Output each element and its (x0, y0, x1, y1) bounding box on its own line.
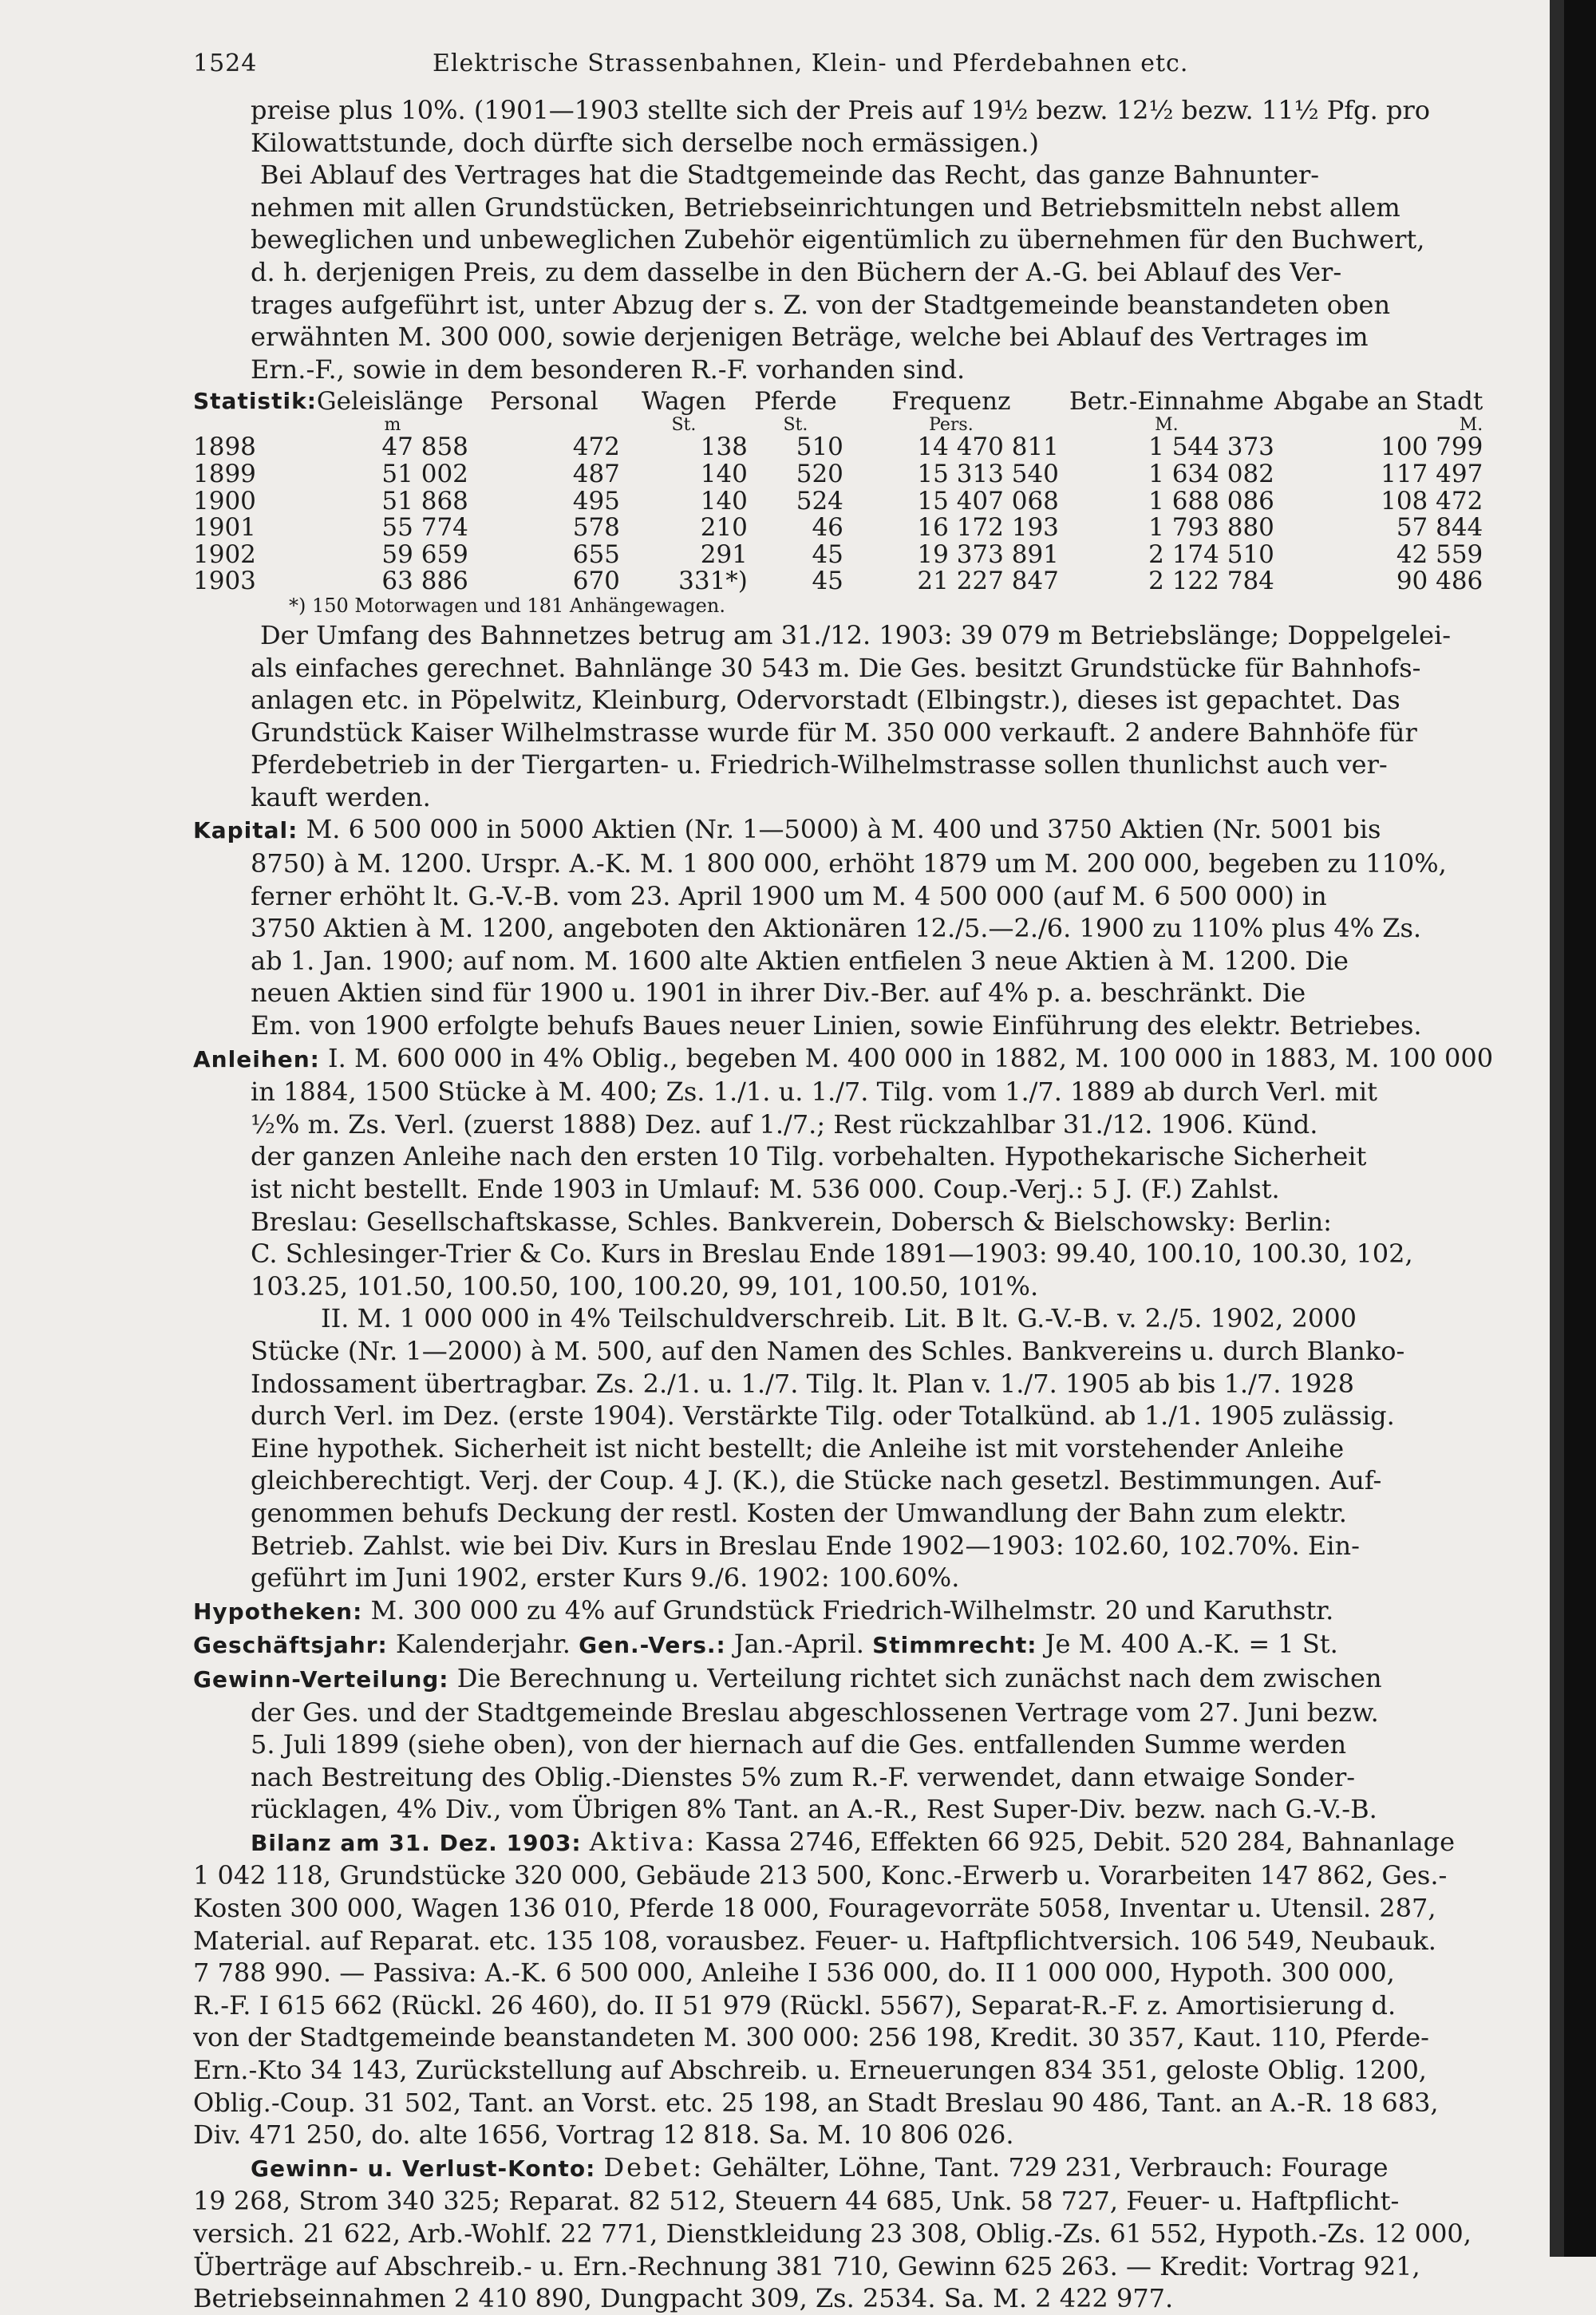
text-line: Indossament übertragbar. Zs. 2./1. u. 1./7. Tilg. lt. Plan v. 1./7. 1905 ab bis 1./7. 1928 (251, 1368, 1355, 1399)
anleihen-label: Anleihen: (193, 1045, 320, 1073)
table-cell: 487 (572, 459, 620, 488)
text-line: Ern.-F., sowie in dem besonderen R.-F. vorhanden sind. (251, 354, 966, 385)
table-row (193, 542, 1483, 569)
table-row (193, 488, 1483, 516)
table-cell: 1 793 880 (1148, 513, 1274, 543)
gen-vers-label: Gen.-Vers.: (579, 1632, 726, 1659)
table-cell: 291 (700, 539, 748, 569)
table-row (193, 434, 1483, 461)
text-line: in 1884, 1500 Stücke à M. 400; Zs. 1./1. u. 1./7. Tilg. vom 1./7. 1889 ab durch Verl. mit (251, 1077, 1377, 1108)
table-cell: 21 227 847 (917, 567, 1059, 596)
kapital-section (193, 813, 1502, 1041)
gewinn-verteilung-label: Gewinn-Verteilung: (193, 1665, 449, 1693)
text-line: Bei Ablauf des Vertrages hat die Stadtgemeinde das Recht, das ganze Bahnunter- (260, 160, 1320, 191)
unit-label: m (384, 415, 401, 436)
year-cell: 1902 (193, 539, 256, 569)
text-line: 8750) à M. 1200. Urspr. A.-K. M. 1 800 000, erhöht 1879 um M. 200 000, begeben zu 110%, (251, 848, 1447, 879)
text-line: 5. Juli 1899 (siehe oben), von der hiernach auf die Ges. entfallenden Summe werden (251, 1729, 1347, 1760)
geschaeftsjahr-label: Geschäftsjahr: (193, 1632, 388, 1659)
text-line: nach Bestreitung des Oblig.-Dienstes 5% zum R.-F. verwendet, dann etwaige Sonder- (251, 1761, 1356, 1792)
debet-label: Debet: (603, 2151, 705, 2183)
umfang-paragraph (193, 619, 1502, 814)
table-cell: 1 634 082 (1148, 459, 1274, 488)
text-line: Pferdebetrieb in der Tiergarten- u. Friedrich-Wilhelmstrasse sollen thunlichst auch ver- (251, 749, 1388, 780)
text-line: trages aufgeführt ist, unter Abzug der s. Z. von der Stadtgemeinde beanstandeten oben (251, 289, 1391, 320)
text-line: ½% m. Zs. Verl. (zuerst 1888) Dez. auf 1./7.; Rest rückzahlbar 31./12. 1906. Künd. (251, 1108, 1318, 1140)
statistik-footnote: *) 150 Motorwagen und 181 Anhängewagen. (289, 594, 725, 617)
guv-label: Gewinn- u. Verlust-Konto: (251, 2155, 596, 2182)
statistik-label: Statistik: (193, 388, 317, 415)
page-content (193, 49, 1502, 2315)
text-line: versich. 21 622, Arb.-Wohlf. 22 771, Dienstkleidung 23 308, Oblig.-Zs. 61 552, Hypoth.-Zs. 12 000, (193, 2218, 1472, 2249)
text-line: Stücke (Nr. 1—2000) à M. 500, auf den Namen des Schles. Bankvereins u. durch Blanko- (251, 1335, 1405, 1366)
text-line: d. h. derjenigen Preis, zu dem dasselbe in den Büchern der A.-G. bei Ablauf des Ver- (251, 256, 1342, 287)
column-header: Pferde (754, 386, 837, 416)
table-cell: 16 172 193 (917, 513, 1059, 543)
text-run: M. 6 500 000 in 5000 Aktien (Nr. 1—5000) à M. 400 und 3750 Aktien (Nr. 5001 bis (298, 814, 1381, 845)
table-row (193, 515, 1483, 542)
unit-label: M. (1459, 415, 1483, 436)
gewinn-verteilung-first-line (193, 1662, 1502, 1697)
text-line: R.-F. I 615 662 (Rückl. 26 460), do. II 51 979 (Rückl. 5567), Separat-R.-F. z. Amortisierung d. (193, 1989, 1396, 2021)
table-row (193, 461, 1483, 488)
text-line: durch Verl. im Dez. (erste 1904). Verstärkte Tilg. oder Totalkünd. ab 1./1. 1905 zulässig. (251, 1400, 1395, 1432)
text-line: Grundstück Kaiser Wilhelmstrasse wurde für M. 350 000 verkauft. 2 andere Bahnhöfe für (251, 717, 1417, 748)
table-cell: 100 799 (1381, 433, 1483, 462)
text-line: Kilowattstunde, doch dürfte sich derselbe noch ermässigen.) (251, 127, 1040, 158)
text-line: genommen behufs Deckung der restl. Kosten der Umwandlung der Bahn zum elektr. (251, 1497, 1347, 1528)
kapital-label: Kapital: (193, 817, 298, 844)
table-cell: 63 886 (381, 567, 468, 596)
running-head: Elektrische Strassenbahnen, Klein- und Pferdebahnen etc. (433, 49, 1189, 77)
table-cell: 14 470 811 (917, 433, 1059, 462)
text-line: ab 1. Jan. 1900; auf nom. M. 1600 alte Aktien entfielen 3 neue Aktien à M. 1200. Die (251, 945, 1349, 976)
table-cell: 2 174 510 (1148, 539, 1274, 569)
text-line: ferner erhöht lt. G.-V.-B. vom 23. April 1900 um M. 4 500 000 (auf M. 6 500 000) in (251, 880, 1327, 911)
table-cell: 51 868 (381, 486, 468, 516)
bilanz-label: Bilanz am 31. Dez. 1903: (251, 1829, 582, 1856)
intro-paragraph (193, 94, 1502, 159)
text-line: neuen Aktien sind für 1900 u. 1901 in ihrer Div.-Ber. auf 4% p. a. beschränkt. Die (251, 978, 1306, 1009)
table-cell: 19 373 891 (917, 539, 1059, 569)
table-cell: 655 (572, 539, 620, 569)
text-line: nehmen mit allen Grundstücken, Betriebseinrichtungen und Betriebsmitteln nebst allem (251, 192, 1400, 223)
text-line: Breslau: Gesellschaftskasse, Schles. Bankverein, Dobersch & Bielschowsky: Berlin: (251, 1206, 1332, 1237)
guv-section (193, 2151, 1502, 2315)
text-line: Eine hypothek. Sicherheit ist nicht bestellt; die Anleihe ist mit vorstehender Anleihe (251, 1432, 1345, 1464)
table-row (193, 568, 1483, 595)
hypotheken-label: Hypotheken: (193, 1598, 363, 1625)
text-line: ist nicht bestellt. Ende 1903 in Umlauf: M. 536 000. Coup.-Verj.: 5 J. (F.) Zahlst. (251, 1174, 1280, 1204)
table-cell: 670 (572, 567, 620, 596)
table-cell: 90 486 (1396, 567, 1483, 596)
column-header: Frequenz (891, 386, 1011, 416)
text-line: geführt im Juni 1902, erster Kurs 9./6. 1902: 100.60%. (251, 1562, 960, 1594)
text-line: Oblig.-Coup. 31 502, Tant. an Vorst. etc. 25 198, an Stadt Breslau 90 486, Tant. an A.-R. 18 683, (193, 2087, 1439, 2118)
text-line: 103.25, 101.50, 100.50, 100, 100.20, 99, 101, 100.50, 101%. (251, 1270, 1039, 1302)
geschaeftsjahr-line (193, 1628, 1502, 1662)
table-cell: 472 (572, 433, 620, 462)
text-line: rücklagen, 4% Div., vom Übrigen 8% Tant. an A.-R., Rest Super-Div. bezw. nach G.-V.-B. (251, 1794, 1377, 1825)
statistik-table (193, 385, 1483, 595)
anleihen-first-line (193, 1042, 1502, 1077)
table-cell: 520 (796, 459, 843, 488)
text-line: 3750 Aktien à M. 1200, angeboten den Aktionären 12./5.—2./6. 1900 zu 110% plus 4% Zs. (251, 913, 1422, 944)
text-line: Überträge auf Abschreib.- u. Ern.-Rechnung 381 710, Gewinn 625 263. — Kredit: Vortrag 921, (193, 2250, 1420, 2281)
text-run: Kassa 2746, Effekten 66 925, Debit. 520 284, Bahnanlage (697, 1826, 1456, 1857)
table-cell: 510 (796, 433, 843, 462)
book-spine-shadow (1564, 0, 1596, 2257)
table-cell: 117 497 (1381, 459, 1483, 488)
table-cell: 495 (572, 486, 620, 516)
text-line: von der Stadtgemeinde beanstandeten M. 300 000: 256 198, Kredit. 30 357, Kaut. 110, Pferde- (193, 2022, 1429, 2053)
anleihen-section (193, 1042, 1502, 1594)
text-line: 1 042 118, Grundstücke 320 000, Gebäude 213 500, Konc.-Erwerb u. Vorarbeiten 147 862, Ges.- (193, 1860, 1448, 1891)
table-cell: 55 774 (381, 513, 468, 543)
column-header: Abgabe an Stadt (1274, 386, 1483, 416)
table-cell: 140 (700, 459, 748, 488)
year-cell: 1901 (193, 513, 256, 543)
text-line: Material. auf Reparat. etc. 135 108, vorausbez. Feuer- u. Haftpflichtversich. 106 549, Neubauk. (193, 1925, 1436, 1956)
text-run: Gehälter, Löhne, Tant. 729 231, Verbrauch: Fourage (704, 2151, 1389, 2183)
guv-first-line (193, 2151, 1502, 2186)
stimmrecht-label: Stimmrecht: (872, 1632, 1037, 1659)
text-line: erwähnten M. 300 000, sowie derjenigen Beträge, welche bei Ablauf des Vertrages im (251, 322, 1369, 353)
page-header (193, 49, 1502, 94)
text-run: Jan.-April. (725, 1629, 873, 1660)
table-cell: 57 844 (1396, 513, 1483, 543)
text-line: der ganzen Anleihe nach den ersten 10 Tilg. vorbehalten. Hypothekarische Sicherheit (251, 1141, 1367, 1172)
bilanz-first-line (193, 1826, 1502, 1860)
aktiva-label: Aktiva: (589, 1826, 697, 1857)
table-cell: 2 122 784 (1148, 567, 1274, 596)
text-run: Je M. 400 A.-K. = 1 St. (1037, 1629, 1338, 1660)
table-cell: 15 407 068 (917, 486, 1059, 516)
text-line: Kosten 300 000, Wagen 136 010, Pferde 18 000, Fouragevorräte 5058, Inventar u. Utensil. 287, (193, 1893, 1436, 1924)
text-line: der Ges. und der Stadtgemeinde Breslau abgeschlossenen Vertrage vom 27. Juni bezw. (251, 1697, 1379, 1728)
year-cell: 1903 (193, 567, 256, 596)
text-run: M. 300 000 zu 4% auf Grundstück Friedrich-Wilhelmstr. 20 und Karuthstr. (362, 1594, 1334, 1626)
column-header: Betr.-Einnahme (1069, 386, 1264, 416)
page-number: 1524 (193, 49, 258, 77)
text-line: beweglichen und unbeweglichen Zubehör eigentümlich zu übernehmen für den Buchwert, (251, 224, 1425, 255)
unit-label: St. (671, 415, 697, 436)
table-cell: 15 313 540 (917, 459, 1059, 488)
unit-label: Pers. (929, 415, 974, 436)
table-cell: 331*) (678, 567, 748, 596)
text-line: Der Umfang des Bahnnetzes betrug am 31./12. 1903: 39 079 m Betriebslänge; Doppelgelei- (260, 619, 1452, 650)
text-line: als einfaches gerechnet. Bahnlänge 30 543 m. Die Ges. besitzt Grundstücke für Bahnhofs- (251, 652, 1421, 683)
table-cell: 45 (812, 539, 843, 569)
column-header: Wagen (642, 386, 726, 416)
table-cell: 42 559 (1396, 539, 1483, 569)
text-run: Kalenderjahr. (387, 1629, 579, 1660)
year-cell: 1899 (193, 459, 256, 488)
anleihen-ii-first-line: II. M. 1 000 000 in 4% Teilschuldverschreib. Lit. B lt. G.-V.-B. v. 2./5. 1902, 2000 (321, 1303, 1357, 1334)
table-cell: 1 544 373 (1148, 433, 1274, 462)
text-run: Die Berechnung u. Verteilung richtet sich zunächst nach dem zwischen (448, 1662, 1382, 1693)
hypotheken-line (193, 1594, 1502, 1629)
ablauf-paragraph (193, 159, 1502, 385)
table-cell: 45 (812, 567, 843, 596)
kapital-first-line (193, 813, 1502, 847)
table-cell: 59 659 (381, 539, 468, 569)
unit-label: St. (783, 415, 808, 436)
table-cell: 210 (700, 513, 748, 543)
table-cell: 51 002 (381, 459, 468, 488)
year-cell: 1900 (193, 486, 256, 516)
text-line: C. Schlesinger-Trier & Co. Kurs in Breslau Ende 1891—1903: 99.40, 100.10, 100.30, 102, (251, 1238, 1413, 1270)
column-header: Geleislänge (316, 386, 464, 416)
text-line: Div. 471 250, do. alte 1656, Vortrag 12 818. Sa. M. 10 806 026. (193, 2119, 1014, 2151)
text-run: I. M. 600 000 in 4% Oblig., begeben M. 400 000 in 1882, M. 100 000 in 1883, M. 100 000 (319, 1042, 1494, 1073)
text-line: Betriebseinnahmen 2 410 890, Dungpacht 309, Zs. 2534. Sa. M. 2 422 977. (193, 2283, 1174, 2314)
unit-label (468, 417, 620, 434)
table-cell: 140 (700, 486, 748, 516)
text-line: preise plus 10%. (1901—1903 stellte sich der Preis auf 19½ bezw. 12½ bezw. 11½ Pfg. pro (251, 95, 1431, 125)
text-line: Ern.-Kto 34 143, Zurückstellung auf Abschreib. u. Erneuerungen 834 351, geloste Oblig. 1200, (193, 2055, 1427, 2086)
table-cell: 138 (700, 433, 748, 462)
text-line: 19 268, Strom 340 325; Reparat. 82 512, Steuern 44 685, Unk. 58 727, Feuer- u. Haftpflicht- (193, 2186, 1400, 2217)
bilanz-section (193, 1826, 1502, 2151)
statistik-header-row (193, 385, 1483, 417)
gewinn-verteilung-section (193, 1662, 1502, 1826)
text-line: 7 788 990. — Passiva: A.-K. 6 500 000, Anleihe I 536 000, do. II 1 000 000, Hypoth. 300 000, (193, 1957, 1395, 1989)
table-cell: 46 (812, 513, 843, 543)
table-cell: 1 688 086 (1148, 486, 1274, 516)
text-line: Betrieb. Zahlst. wie bei Div. Kurs in Breslau Ende 1902—1903: 102.60, 102.70%. Ein- (251, 1530, 1360, 1561)
statistik-units-row (193, 417, 1483, 434)
text-line: gleichberechtigt. Verj. der Coup. 4 J. (K.), die Stücke nach gesetzl. Bestimmungen. Auf- (251, 1465, 1382, 1496)
text-line: anlagen etc. in Pöpelwitz, Kleinburg, Odervorstadt (Elbingstr.), dieses ist gepachtet. Das (251, 685, 1400, 716)
column-header: Personal (490, 386, 598, 416)
table-cell: 47 858 (381, 433, 468, 462)
table-cell: 578 (572, 513, 620, 543)
table-cell: 524 (796, 486, 843, 516)
table-cell: 108 472 (1381, 486, 1483, 516)
year-cell: 1898 (193, 433, 256, 462)
text-line: Em. von 1900 erfolgte behufs Baues neuer Linien, sowie Einführung des elektr. Betriebes. (251, 1010, 1422, 1041)
unit-label: M. (1155, 415, 1179, 436)
text-line: kauft werden. (251, 781, 431, 812)
